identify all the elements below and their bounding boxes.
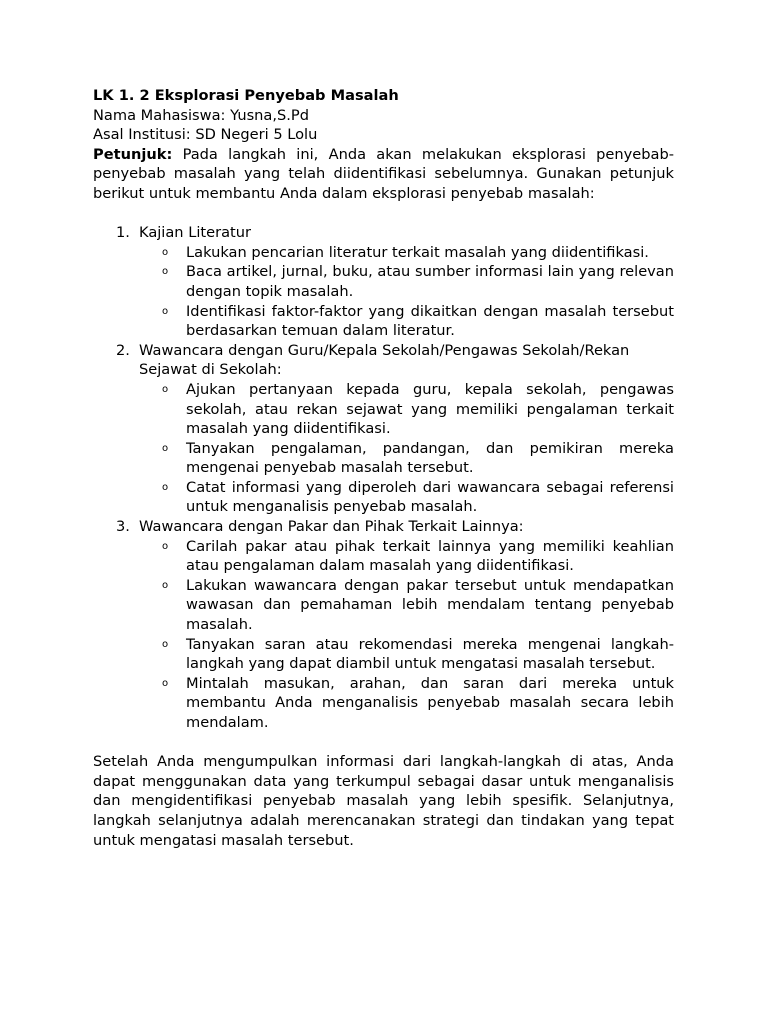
sub-list-item [139,262,674,301]
sub-list-item [139,635,674,674]
instructions-paragraph [93,145,674,204]
sub-item-text: Tanyakan pengalaman, pandangan, dan pemikiran mereka mengenai penyebab masalah tersebut. [186,439,674,477]
list-item-label: Kajian Literatur [139,224,251,242]
steps-list [93,223,674,732]
list-item [93,341,674,517]
institution: Asal Institusi: SD Negeri 5 Lolu [93,126,318,144]
sub-list-item [139,478,674,517]
list-number: 2. [116,341,130,359]
list-item [93,517,674,733]
list-number: 1. [116,224,130,242]
bullet-icon: o [162,481,169,493]
bullet-icon: o [162,305,169,317]
blank-line [93,733,674,753]
sub-item-text: Identifikasi faktor-faktor yang dikaitkan dengan masalah tersebut berdasarkan temuan dalam literatur. [186,302,674,340]
sub-list-item [139,537,674,576]
bullet-icon: o [162,246,169,258]
closing-paragraph: Setelah Anda mengumpulkan informasi dari langkah-langkah di atas, Anda dapat menggunakan data yang terkumpul sebagai dasar untuk menganalisis dan mengidentifikasi penyebab masalah yang lebih spesifik. Selanjutnya, langkah selanjutnya adalah merencanakan strategi dan tindakan yang tepat untuk mengatasi masalah tersebut. [93,753,674,849]
sub-list-item [139,674,674,733]
sub-item-text: Catat informasi yang diperoleh dari wawancara sebagai referensi untuk menganalisis penyebab masalah. [186,478,674,516]
document-title: LK 1. 2 Eksplorasi Penyebab Masalah [93,87,399,104]
bullet-icon: o [162,677,169,689]
blank-line [93,204,674,224]
sub-list-item [139,380,674,439]
sub-list [139,243,674,341]
sub-item-text: Lakukan pencarian literatur terkait masalah yang diidentifikasi. [186,243,649,261]
instructions-text: Pada langkah ini, Anda akan melakukan eksplorasi penyebab-penyebab masalah yang telah diidentifikasi sebelumnya. Gunakan petunjuk berikut untuk membantu Anda dalam eksplorasi penyebab masalah: [93,145,674,202]
list-item [93,223,674,341]
student-name: Nama Mahasiswa: Yusna,S.Pd [93,106,309,124]
sub-item-text: Baca artikel, jurnal, buku, atau sumber informasi lain yang relevan dengan topik masalah. [186,263,674,300]
sub-list-item [139,243,674,263]
bullet-icon: o [162,442,169,454]
sub-list [139,380,674,517]
sub-item-text: Mintalah masukan, arahan, dan saran dari mereka untuk membantu Anda menganalisis penyebab masalah secara lebih mendalam. [186,674,674,731]
bullet-icon: o [162,383,169,395]
list-item-label: Wawancara dengan Guru/Kepala Sekolah/Pengawas Sekolah/Rekan Sejawat di Sekolah: [139,341,630,379]
sub-item-text: Tanyakan saran atau rekomendasi mereka mengenai langkah-langkah yang dapat diambil untuk mengatasi masalah tersebut. [186,635,674,673]
sub-item-text: Ajukan pertanyaan kepada guru, kepala sekolah, pengawas sekolah, atau rekan sejawat yang memiliki pengalaman terkait masalah yang diidentifikasi. [186,380,674,438]
sub-list-item [139,439,674,478]
sub-item-text: Lakukan wawancara dengan pakar tersebut untuk mendapatkan wawasan dan pemahaman lebih mendalam tentang penyebab masalah. [186,576,674,634]
bullet-icon: o [162,266,169,278]
sub-list [139,537,674,733]
list-item-label: Wawancara dengan Pakar dan Pihak Terkait Lainnya: [139,518,524,536]
bullet-icon: o [162,638,169,650]
instructions-label: Petunjuk: [93,145,173,163]
list-number: 3. [116,518,130,536]
sub-list-item [139,302,674,341]
sub-list-item [139,576,674,635]
document-page [93,86,674,850]
sub-item-text: Carilah pakar atau pihak terkait lainnya yang memiliki keahlian atau pengalaman dalam masalah yang diidentifikasi. [186,537,674,575]
bullet-icon: o [162,579,169,591]
bullet-icon: o [162,540,169,552]
